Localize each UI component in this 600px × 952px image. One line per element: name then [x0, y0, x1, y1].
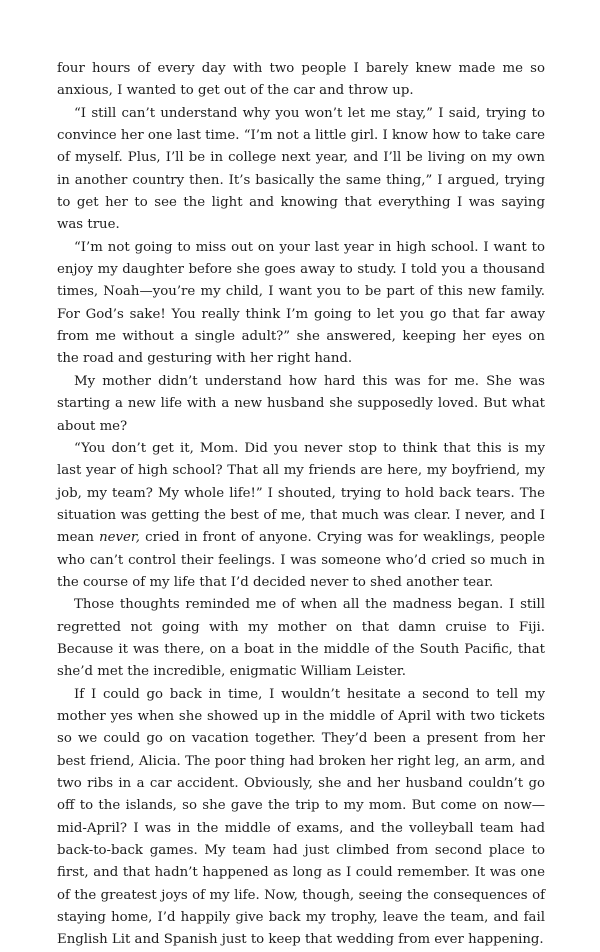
paragraph-memory: Those thoughts reminded me of when all the madness began. I still regretted not going with my mother on that damn cruise to Fiji. Because it was there, on a boat in the middle of the South Pacific, that she’d met the incredible, enigmatic William Leister. [57, 597, 545, 680]
paragraph-text-before-emphasis: “You don’t get it, Mom. Did you never stop to think that this is my last year of high school? That all my friends are here, my boyfriend, my job, my team? My whole life!” I shouted, trying to hold back tears. The situation was getting the best of me, that much was clear. I never, and I mean [57, 440, 545, 546]
paragraph-back-in-time: If I could go back in time, I wouldn’t hesitate a second to tell my mother yes when she showed up in the middle of April with two tickets so we could go on vacation together. They’d been a present from her best friend, Alicia. The poor thing had broken her right leg, an arm, and two ribs in a car accident. Obviously, she and her husband couldn’t go off to the islands, so she gave the trip to my mom. But come on now—mid-April? I was in the middle of exams, and the volleyball team had back-to-back games. My team had just climbed from second place to first, and that hadn’t happened as long as I could remember. It was one of the greatest joys of my life. Now, though, seeing the consequences of staying home, I’d happily give back my trophy, leave the team, and fail English Lit and Spanish just to keep that wedding from ever happening. [57, 686, 545, 948]
book-page-text [57, 58, 545, 952]
paragraph-dialogue-shout [57, 438, 545, 594]
paragraph-text-after-emphasis: cried in front of anyone. Crying was for weaklings, people who can’t control their feelings. I was someone who’d cried so much in the course of my life that I’d decided never to shed another tear. [57, 530, 545, 590]
emphasized-word: never, [99, 530, 141, 546]
paragraph-continuation: four hours of every day with two people I barely knew made me so anxious, I wanted to get out of the car and throw up. [57, 61, 545, 99]
paragraph-narration: My mother didn’t understand how hard this was for me. She was starting a new life with a new husband she supposedly loved. But what about me? [57, 373, 545, 434]
paragraph-dialogue-mother: “I’m not going to miss out on your last year in high school. I want to enjoy my daughter before she goes away to study. I told you a thousand times, Noah—you’re my child, I want you to be part of this new family. For God’s sake! You really think I’m going to let you go that far away from me without a single adult?” she answered, keeping her eyes on the road and gesturing with her right hand. [57, 239, 545, 367]
paragraph-dialogue-stay: “I still can’t understand why you won’t let me stay,” I said, trying to convince her one last time. “I’m not a little girl. I know how to take care of myself. Plus, I’ll be in college next year, and I’ll be living on my own in another country then. It’s basically the same thing,” I argued, trying to get her to see the light and knowing that everything I was saying was true. [57, 105, 545, 233]
